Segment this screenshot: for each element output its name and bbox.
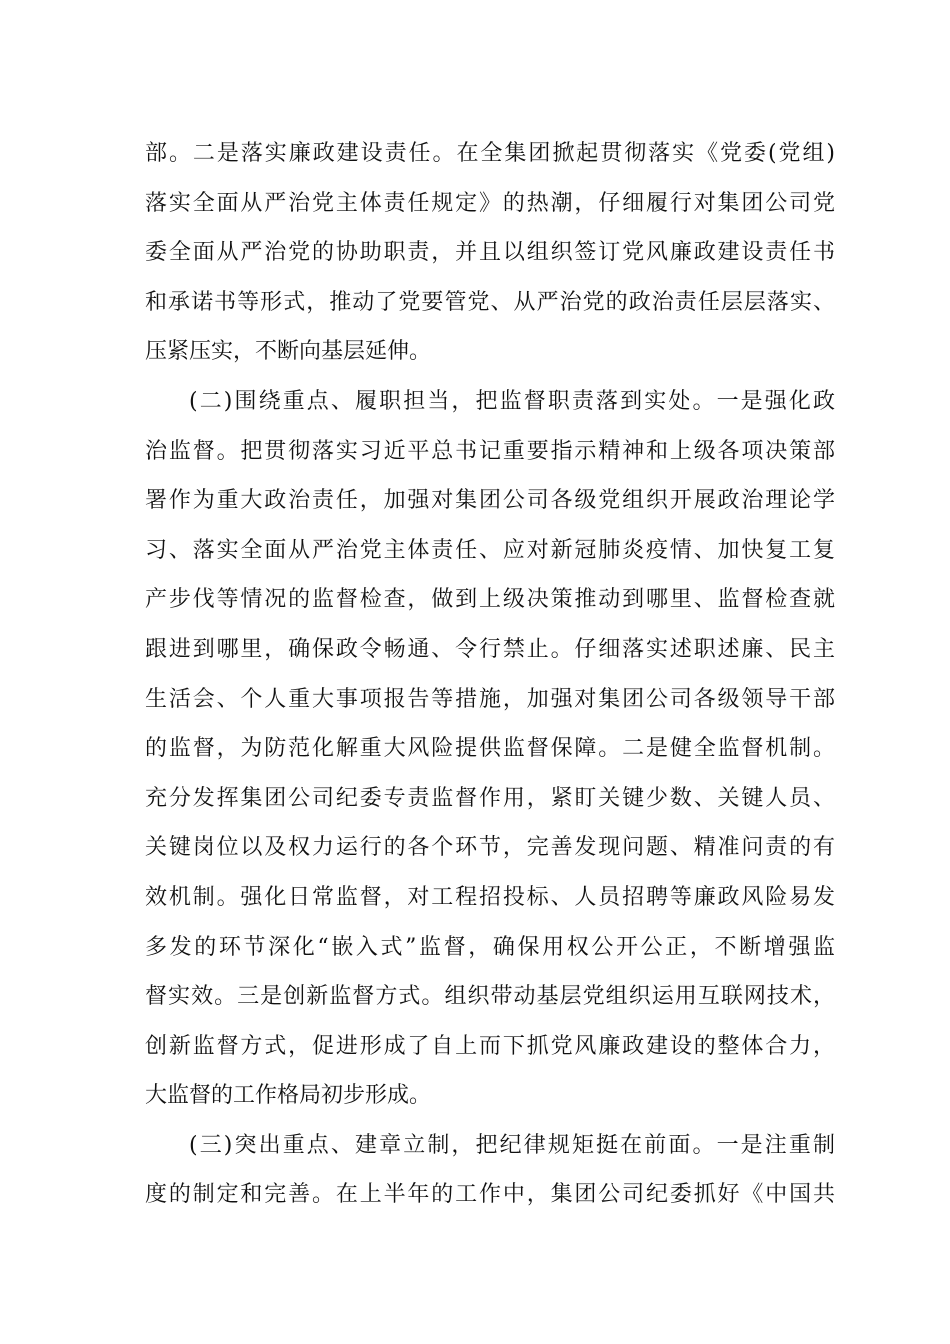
text-line: 习、落实全面从严治党主体责任、应对新冠肺炎疫情、加快复工复 bbox=[145, 537, 835, 563]
text-line: 压紧压实，不断向基层延伸。 bbox=[145, 339, 432, 365]
text-line: 多发的环节深化“嵌入式”监督，确保用权公开公正，不断增强监 bbox=[145, 934, 835, 960]
paragraph-start-line: (二)围绕重点、履职担当，把监督职责落到实处。一是强化政 bbox=[189, 388, 835, 414]
text-line: 委全面从严治党的协助职责，并且以组织签订党风廉政建设责任书 bbox=[145, 240, 835, 266]
text-line: 治监督。把贯彻落实习近平总书记重要指示精神和上级各项决策部 bbox=[145, 438, 835, 464]
text-line: 生活会、个人重大事项报告等措施，加强对集团公司各级领导干部 bbox=[145, 686, 835, 712]
text-line: 效机制。强化日常监督，对工程招投标、人员招聘等廉政风险易发 bbox=[145, 884, 835, 910]
text-line: 和承诺书等形式，推动了党要管党、从严治党的政治责任层层落实、 bbox=[145, 289, 835, 315]
text-line: 督实效。三是创新监督方式。组织带动基层党组织运用互联网技术， bbox=[145, 984, 835, 1010]
text-line: 度的制定和完善。在上半年的工作中，集团公司纪委抓好《中国共 bbox=[145, 1182, 835, 1208]
text-line: 关键岗位以及权力运行的各个环节，完善发现问题、精准问责的有 bbox=[145, 835, 835, 861]
text-line: 大监督的工作格局初步形成。 bbox=[145, 1083, 432, 1109]
text-line: 署作为重大政治责任，加强对集团公司各级党组织开展政治理论学 bbox=[145, 488, 835, 514]
text-line: 充分发挥集团公司纪委专责监督作用，紧盯关键少数、关键人员、 bbox=[145, 785, 835, 811]
text-line: 部。二是落实廉政建设责任。在全集团掀起贯彻落实《党委(党组) bbox=[145, 141, 835, 166]
text-line: 跟进到哪里，确保政令畅通、令行禁止。仔细落实述职述廉、民主 bbox=[145, 636, 835, 662]
text-line: 产步伐等情况的监督检查，做到上级决策推动到哪里、监督检查就 bbox=[145, 587, 835, 613]
text-line: 落实全面从严治党主体责任规定》的热潮，仔细履行对集团公司党 bbox=[145, 190, 835, 216]
paragraph-start-line: (三)突出重点、建章立制，把纪律规矩挺在前面。一是注重制 bbox=[189, 1132, 835, 1158]
body-text bbox=[145, 129, 835, 1220]
text-line: 的监督，为防范化解重大风险提供监督保障。二是健全监督机制。 bbox=[145, 736, 835, 762]
text-line: 创新监督方式，促进形成了自上而下抓党风廉政建设的整体合力， bbox=[145, 1033, 835, 1059]
